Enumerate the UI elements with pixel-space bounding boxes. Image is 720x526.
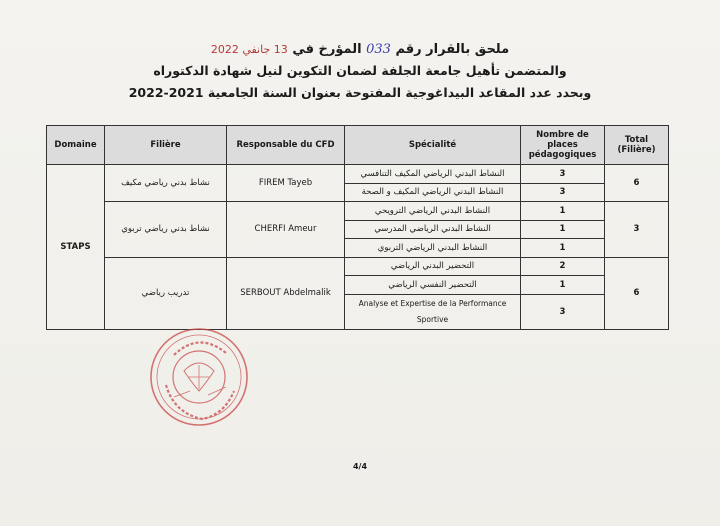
total-cell: 6 [605,257,669,329]
seats-table [46,125,669,330]
decision-date: 13 جانفي 2022 [210,43,288,56]
table-row [47,202,669,221]
table-row [47,165,669,184]
header-line-3: وبحدد عدد المقاعد البيداغوجية المفتوحة بعنوان السنة الجامعية 2021-2022 [128,85,592,100]
decision-date-label: المؤرخ في [292,42,362,57]
places-cell: 3 [521,183,605,202]
places-cell: 1 [521,202,605,221]
document-header [0,40,720,104]
header-total: Total (Filière) [605,126,669,165]
specialite-cell: النشاط البدني الرياضي المكيف التنافسي [345,165,521,184]
table-row [47,257,669,276]
specialite-cell: Analyse et Expertise de la Performance Sportive [345,294,521,329]
responsable-cell: CHERFI Ameur [227,202,345,258]
header-specialite: Spécialité [345,126,521,165]
header-places: Nombre de places pédagogiques [521,126,605,165]
specialite-cell: النشاط البدني الرياضي المكيف و الصحة [345,183,521,202]
places-cell: 3 [521,294,605,329]
filiere-cell: نشاط بدني رياضي تربوي [105,202,227,258]
table-header-row [47,126,669,165]
places-cell: 2 [521,257,605,276]
specialite-cell: النشاط البدني الرياضي الترويحي [345,202,521,221]
places-cell: 1 [521,220,605,239]
decision-number: 033 [366,42,391,57]
specialite-cell: النشاط البدني الرياضي التربوي [345,239,521,258]
header-filiere: Filière [105,126,227,165]
university-seal-icon [144,325,254,429]
filiere-cell: تدريب رياضي [105,257,227,329]
places-cell: 1 [521,239,605,258]
header-responsable: Responsable du CFD [227,126,345,165]
places-cell: 1 [521,276,605,295]
specialite-cell: النشاط البدني الرياضي المدرسي [345,220,521,239]
page-number: 4/4 [352,462,368,471]
specialite-cell: التحضير البدني الرياضي [345,257,521,276]
header-line-2: والمتضمن تأهيل جامعة الجلفة لضمان التكوين لنيل شهادة الدكتوراه [153,63,567,78]
total-cell: 3 [605,202,669,258]
filiere-cell: نشاط بدني رياضي مكيف [105,165,227,202]
responsable-cell: SERBOUT Abdelmalik [227,257,345,329]
header-line-1 [0,40,720,60]
total-cell: 6 [605,165,669,202]
header-domaine: Domaine [47,126,105,165]
decision-prefix: ملحق بالقرار رقم [395,42,510,57]
domaine-cell: STAPS [47,165,105,330]
specialite-cell: التحضير النفسي الرياضي [345,276,521,295]
responsable-cell: FIREM Tayeb [227,165,345,202]
places-cell: 3 [521,165,605,184]
